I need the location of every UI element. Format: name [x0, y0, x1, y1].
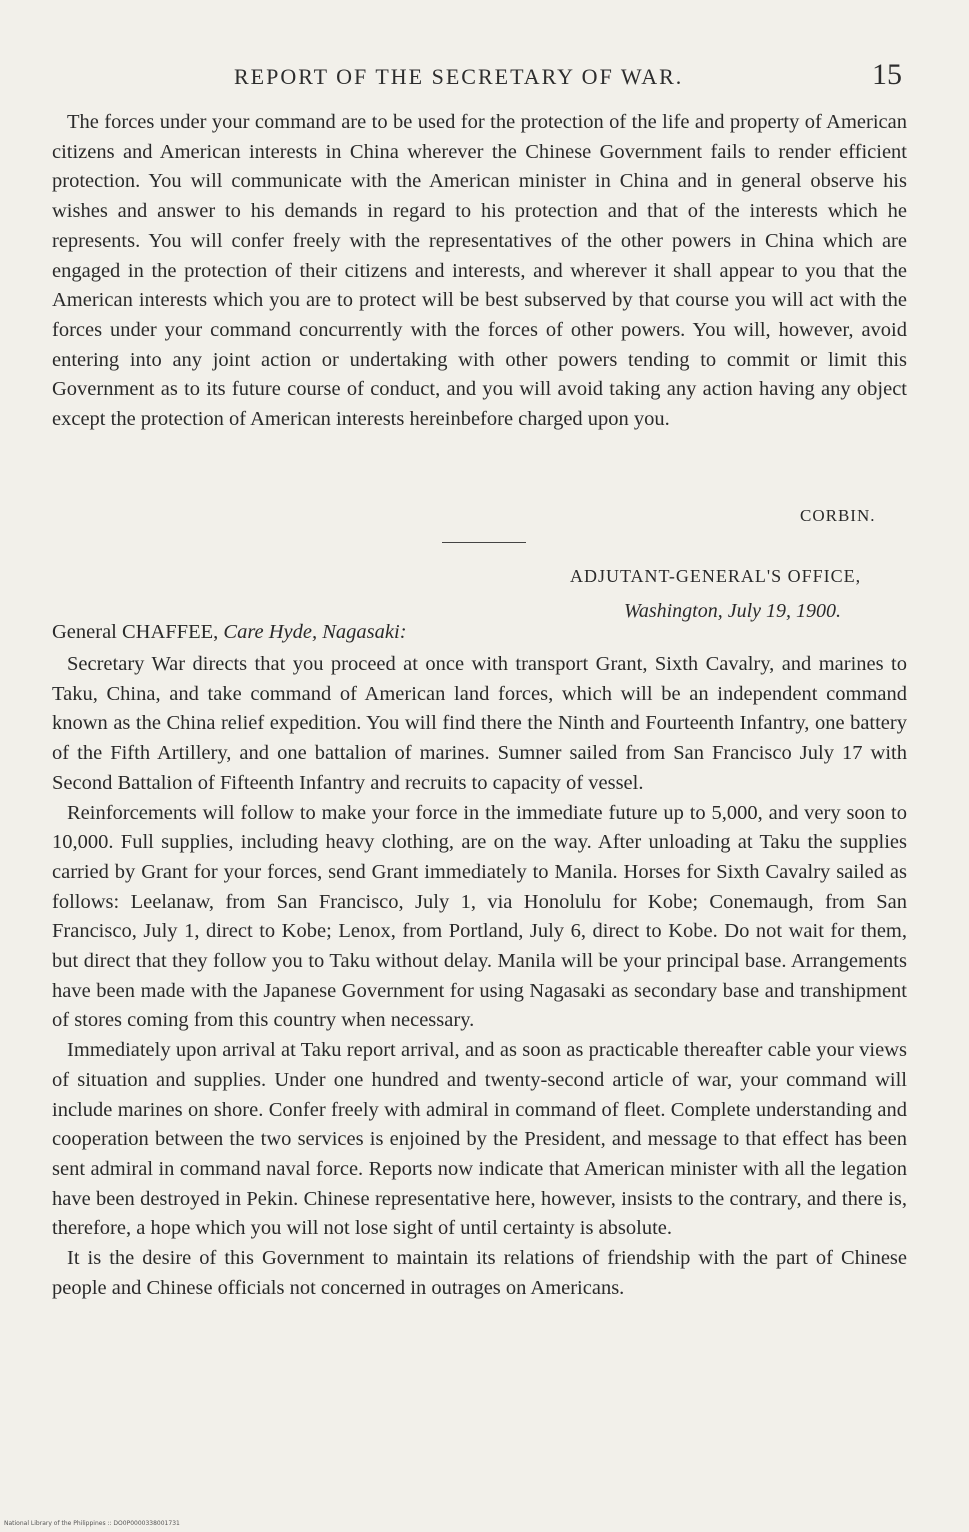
salutation-address: Care Hyde, Nagasaki: — [223, 621, 407, 643]
letter1-body — [52, 108, 907, 435]
page-header — [0, 58, 969, 98]
salutation-name: General CHAFFEE, — [52, 621, 219, 643]
letter2-body — [52, 650, 907, 1303]
library-footer: National Library of the Philippines :: DO0P0000338001731 — [4, 1520, 180, 1527]
letter1-paragraph: The forces under your command are to be used for the protection of the life and property of American citizens and American interests in China wherever the Chinese Government fails to render efficient protection. You will communicate with the American minister in China and in general observe his wishes and answer to his demands in regard to his protection and that of the interests which he represents. You will confer freely with the representatives of the other powers in China which are engaged in the protection of their citizens and interests, and wherever it shall appear to you that the American interests which you are to protect will be best subserved by that course you will act with the forces under your command concurrently with the forces of other powers. You will, however, avoid entering into any joint action or undertaking with other powers tending to commit or limit this Government as to its future course of conduct, and you will avoid taking any action having any object except the protection of American interests hereinbefore charged upon you. — [52, 111, 907, 431]
section-divider — [442, 542, 526, 543]
running-head: REPORT OF THE SECRETARY OF WAR. — [234, 64, 684, 89]
letter2-paragraph-2: Reinforcements will follow to make your force in the immediate future up to 5,000, and very soon to 10,000. Full supplies, including heavy clothing, are on the way. After unloading at Taku the supplies carried by Grant for your forces, send Grant immediately to Manila. Horses for Sixth Cavalry sailed as follows: Leelanaw, from San Francisco, July 1, via Honolulu for Kobe; Conemaugh, from San Francisco, July 1, direct to Kobe; Lenox, from Portland, July 6, direct to Kobe. Do not wait for them, but direct that they follow you to Taku without delay. Manila will be your principal base. Arrangements have been made with the Japanese Government for using Nagasaki as secondary base and transhipment of stores coming from this country when necessary. — [52, 801, 907, 1032]
signature: CORBIN. — [800, 506, 876, 525]
office-heading: ADJUTANT-GENERAL'S OFFICE, — [570, 566, 862, 586]
letter2-paragraph-3: Immediately upon arrival at Taku report arrival, and as soon as practicable thereafter cable your views of situation and supplies. Under one hundred and twenty-second article of war, your command will include marines on shore. Confer freely with admiral in command of fleet. Complete understanding and cooperation between the two services is enjoined by the President, and message to that effect has been sent admiral in command naval force. Reports now indicate that American minister with all the legation have been destroyed in Pekin. Chinese representative here, however, insists to the contrary, and there is, therefore, a hope which you will not lose sight of until certainty is absolute. — [52, 1039, 907, 1240]
letter2-paragraph-1: Secretary War directs that you proceed at once with transport Grant, Sixth Cavalry, and marines to Taku, China, and take command of American land forces, which will be an independent command known as the China relief expedition. You will find there the Ninth and Fourteenth Infantry, one battery of the Fifth Artillery, and one battalion of marines. Sumner sailed from San Francisco July 17 with Second Battalion of Fifteenth Infantry and recruits to capacity of vessel. — [52, 653, 907, 794]
letter2-paragraph-4: It is the desire of this Government to maintain its relations of friendship with the part of Chinese people and Chinese officials not concerned in outrages on Americans. — [52, 1247, 907, 1299]
salutation — [52, 621, 407, 644]
dateline: Washington, July 19, 1900. — [624, 600, 842, 622]
page-number: 15 — [872, 58, 902, 91]
